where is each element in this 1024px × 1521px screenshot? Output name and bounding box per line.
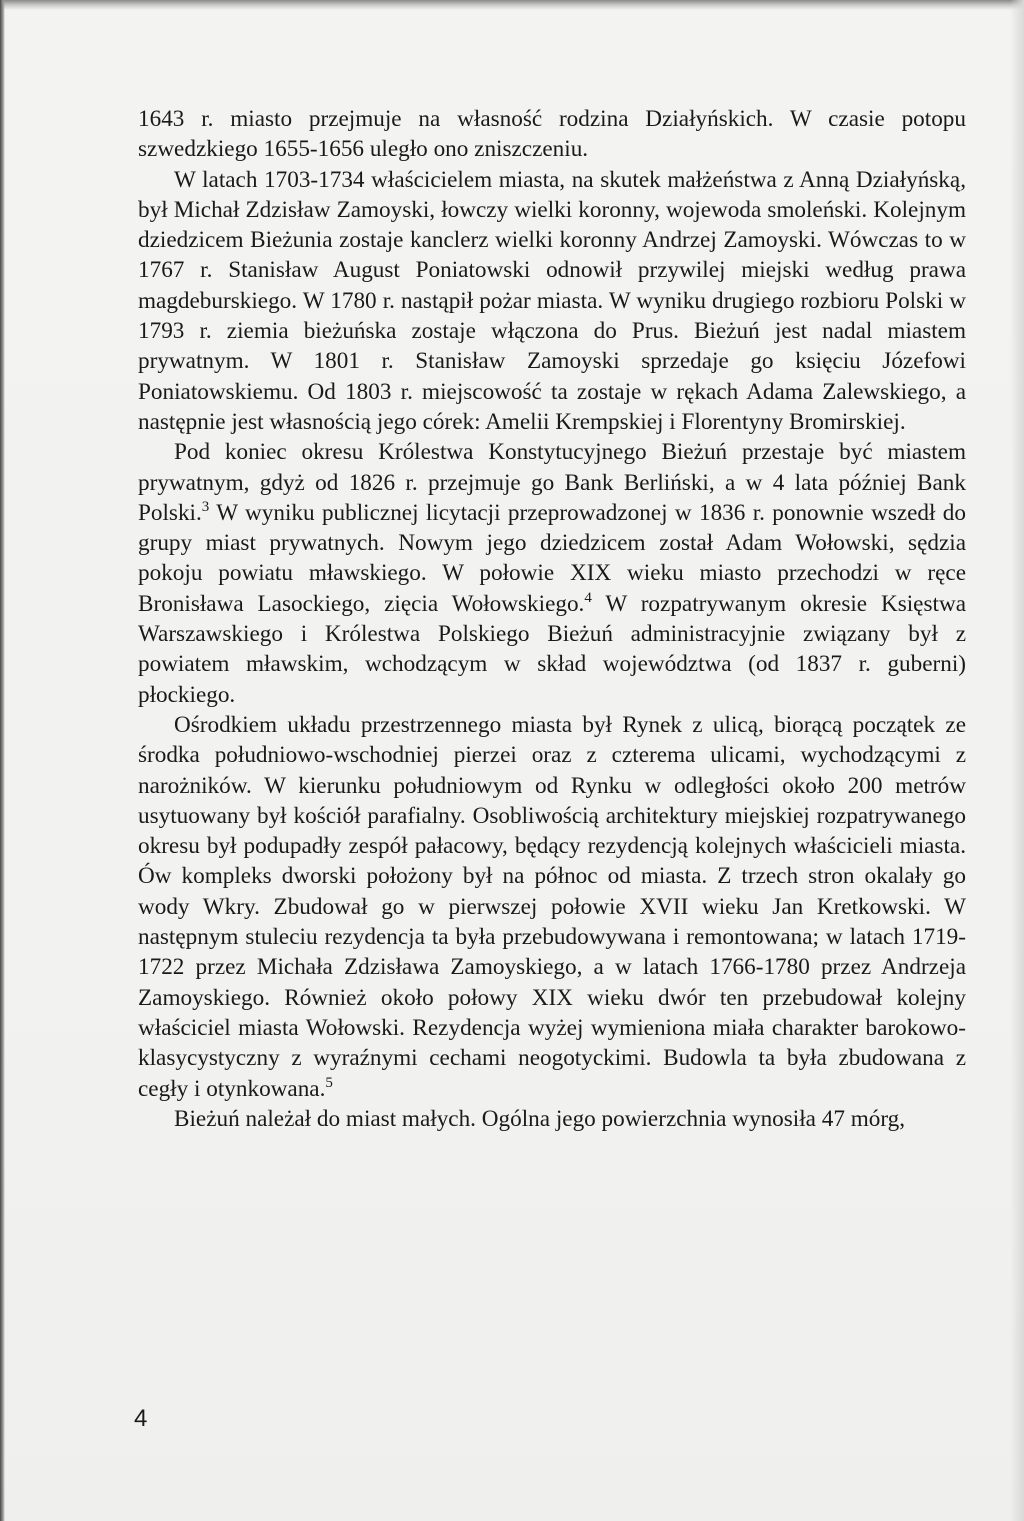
scan-top-edge [0,0,1024,10]
footnote-marker: 3 [201,498,210,515]
paragraph-text: Pod koniec okresu Królestwa Konstytucyjnego Bieżuń przestaje być miastem prywatnym, gdyż od 1826 r. przejmuje go Bank Berliński, a w 4 lata później Bank Polski. [138,439,966,526]
paragraph [138,1104,966,1134]
paragraph-text: Bieżuń należał do miast małych. Ogólna jego powierzchnia wynosiła 47 mórg, [174,1105,906,1132]
footnote-marker: 4 [584,589,592,606]
paragraph [138,165,966,438]
paragraph [138,710,966,1104]
scan-right-edge [1010,0,1024,1521]
body-text [138,104,966,1134]
paragraph [138,437,966,710]
scan-left-edge [0,0,5,1521]
paragraph-text: 1643 r. miasto przejmuje na własność rodzina Działyńskich. W czasie potopu szwedzkiego 1655-1656 uległo ono zniszczeniu. [138,106,966,163]
page-number: 4 [134,1405,148,1432]
paragraph-text: W rozpatrywanym okresie Księstwa Warszawskiego i Królestwa Polskiego Bieżuń administracyjnie związany był z powiatem mławskim, wchodzącym w skład województwa (od 1837 r. guberni) płockiego. [138,590,966,708]
paragraph-text: W wyniku publicznej licytacji przeprowadzonej w 1836 r. ponownie wszedł do grupy miast prywatnych. Nowym jego dziedzicem został Adam Wołowski, sędzia pokoju powiatu mławskiego. W połowie XIX wieku miasto przechodzi w ręce Bronisława Lasockiego, zięcia Wołowskiego. [138,499,966,617]
paragraph-text: W latach 1703-1734 właścicielem miasta, na skutek małżeństwa z Anną Działyńską, był Michał Zdzisław Zamoyski, łowczy wielki koronny, wojewoda smoleński. Kolejnym dziedzicem Bieżunia zostaje kanclerz wielki koronny Andrzej Zamoyski. Wówczas to w 1767 r. Stanisław August Poniatowski odnowił przywilej miejski według prawa magdeburskiego. W 1780 r. nastąpił pożar miasta. W wyniku drugiego rozbioru Polski w 1793 r. ziemia bieżuńska zostaje włączona do Prus. Bieżuń jest nadal miastem prywatnym. W 1801 r. Stanisław Zamoyski sprzedaje go księciu Józefowi Poniatowskiemu. Od 1803 r. miejscowość ta zostaje w rękach Adama Zalewskiego, a następnie jest własnością jego córek: Amelii Krempskiej i Florentyny Bromirskiej. [138,166,966,435]
paragraph-text: Ośrodkiem układu przestrzennego miasta był Rynek z ulicą, biorącą początek ze środka południowo-wschodniej pierzei oraz z czterema ulicami, wychodzącymi z narożników. W kierunku południowym od Rynku w odległości około 200 metrów usytuowany był kościół parafialny. Osobliwością architektury miejskiej rozpatrywanego okresu był podupadły zespół pałacowy, będący rezydencją kolejnych właścicieli miasta. Ów kompleks dworski położony był na północ od miasta. Z trzech stron okalały go wody Wkry. Zbudował go w pierwszej połowie XVII wieku Jan Kretkowski. W następnym stuleciu rezydencja ta była przebudowywana i remontowana; w latach 1719-1722 przez Michała Zdzisława Zamoyskiego, a w latach 1766-1780 przez Andrzeja Zamoyskiego. Również około połowy XIX wieku dwór ten przebudował kolejny właściciel miasta Wołowski. Rezydencja wyżej wymieniona miała charakter barokowo-klasycystyczny z wyraźnymi cechami neogotyckimi. Budowla ta była zbudowana z cegły i otynkowana. [138,711,966,1102]
paragraph [138,104,966,165]
footnote-marker: 5 [325,1074,333,1091]
